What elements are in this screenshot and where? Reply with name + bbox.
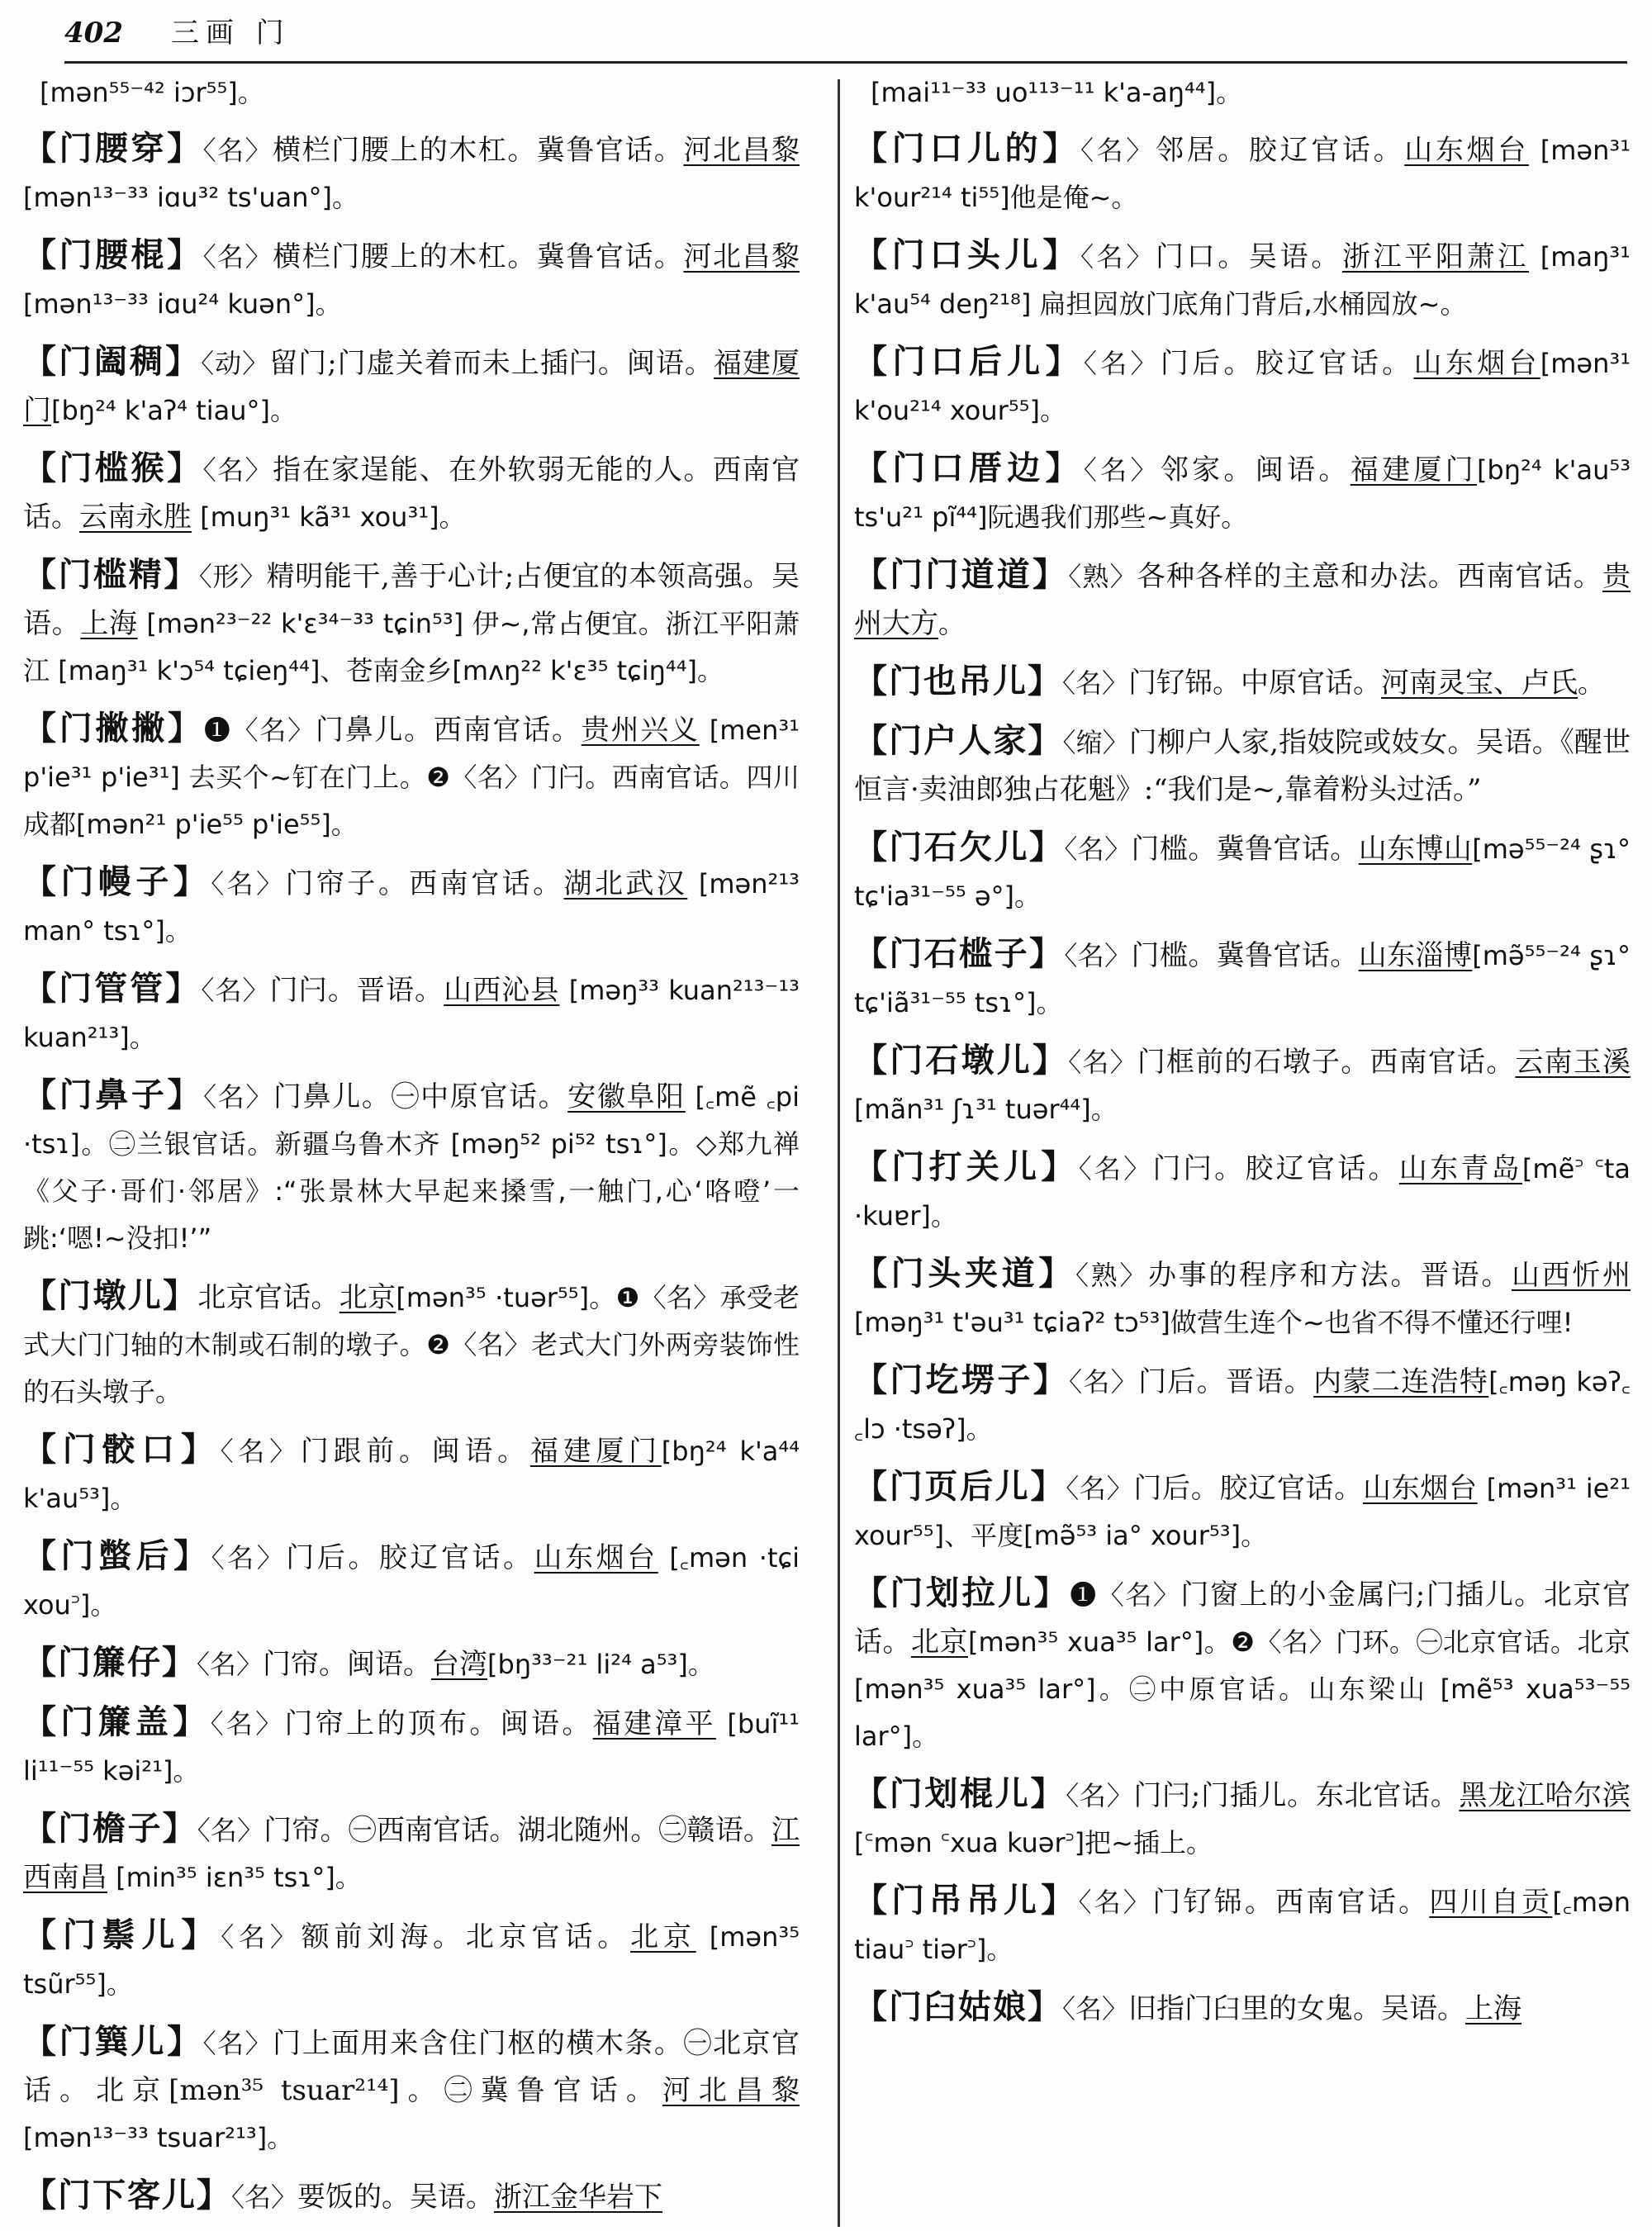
dictionary-entry [854,1143,1631,1240]
dialect-location: 江西南昌 [23,1814,800,1894]
definition: 门后。胶辽官话。 [1160,347,1414,380]
dialect-location: 福建厦门 [1350,453,1477,487]
dictionary-entry [854,231,1631,328]
definition: 门闩。胶辽官话。 [1152,1152,1399,1185]
pronunciation: [꜀mən ·tɕi xou꜄]。 [23,1542,800,1621]
definition: 门口。吴语。 [1155,240,1342,273]
definition: 要饭的。吴语。 [297,2181,495,2214]
part-of-speech: 〈名〉 [202,135,273,166]
headword: 【门打关儿】 [854,1147,1079,1186]
dialect-location: 河北昌黎 [683,240,800,273]
headword: 【门幔子】 [23,862,211,901]
dictionary-entry [23,965,800,1061]
dictionary-entry [854,338,1631,434]
dictionary-entry [854,930,1631,1027]
headword: 【门口后儿】 [854,342,1084,381]
dialect-location: 山西沁县 [444,974,560,1007]
definition: 横栏门腰上的木杠。冀鲁官话。 [273,134,684,167]
dictionary-entry [23,1698,800,1795]
part-of-speech: 〈名〉 [210,1708,285,1740]
headword: 【门圪塄子】 [854,1360,1070,1399]
part-of-speech: 〈名〉 [1078,1153,1153,1184]
headword: 【门管管】 [23,969,202,1008]
definition: 邻居。胶辽官话。 [1155,134,1405,167]
dialect-location: 北京 [630,1920,696,1953]
headword: 【门鼻子】 [23,1075,204,1114]
pronunciation: [꜀mẽ ꜀pi ·tsɿ]。㊁兰银官话。新疆乌鲁木齐 [məŋ⁵² pi⁵² tsɿ°]。◇郑九禅《父子·哥们·邻居》:“张景林大早起来搡雪,一触门,心‘咯噔’一跳:‘嗯!~没扣!’” [23,1081,800,1254]
dictionary-entry [23,551,800,695]
pronunciation: [mən³⁵ ·tuər⁵⁵]。❶〈名〉承受老式大门门轴的木制或石制的墩子。❷〈名〉老式大门外两旁装饰性的石头墩子。 [23,1282,800,1407]
pronunciation: [bŋ³³⁻²¹ li²⁴ a⁵³]。 [487,1649,714,1680]
pronunciation: [mə⁵⁵⁻²⁴ ʂɿ° tɕ'ia³¹⁻⁵⁵ ə°]。 [854,833,1631,912]
dialect-location: 贵州大方 [854,560,1631,640]
dictionary-entry [854,824,1631,920]
definition: 门钌铞。中原官话。 [1128,667,1382,700]
part-of-speech: 〈名〉 [1066,1780,1134,1811]
definition: 门帘。闽语。 [263,1648,432,1681]
dialect-location: 上海 [80,607,138,640]
definition: 旧指门臼里的女鬼。吴语。 [1128,1992,1466,2025]
pronunciation: [mən¹³⁻³³ iɑu³² ts'uan°]。 [23,182,358,213]
dialect-location: 山东烟台 [534,1541,658,1574]
dictionary-entry [854,1770,1631,1867]
dialect-location: 贵州兴义 [581,714,700,747]
pronunciation: [mən³⁵ tsũr⁵⁵]。 [23,1921,800,2000]
pronunciation: [mən²¹³ man° tsɿ°]。 [23,868,800,947]
headword: 【门簾盖】 [23,1702,211,1741]
dialect-location: 山东博山 [1358,833,1473,866]
part-of-speech: 〈名〉 [1066,1473,1134,1504]
dictionary-entry [854,1983,1631,2033]
part-of-speech: 〈名〉 [202,241,273,273]
dialect-location: 湖北武汉 [563,867,688,900]
continued-text [854,69,1631,116]
dictionary-entry [854,1356,1631,1453]
part-of-speech: 〈名〉 [231,2181,298,2213]
dialect-location: 北京 [339,1281,396,1314]
part-of-speech: 〈缩〉 [1062,727,1129,758]
headword: 【门石欠儿】 [854,828,1065,866]
dictionary-entry [23,338,800,434]
dialect-location: 河北昌黎 [662,2074,800,2107]
dialect-location: 安徽阜阳 [567,1080,686,1113]
dictionary-entry [23,1426,800,1522]
definition: 门后。胶辽官话。 [1133,1472,1363,1505]
right-column [854,69,1631,2043]
dictionary-entry [23,1911,800,2008]
part-of-speech: 〈名〉 [1062,667,1129,699]
headword: 【门页后儿】 [854,1467,1066,1506]
page-header [64,10,1617,68]
headword: 【门划棍儿】 [854,1774,1066,1813]
pronunciation: [bŋ²⁴ k'au⁵³ ts'u²¹ pĩ⁴⁴]阮遇我们那些~真好。 [854,454,1631,533]
part-of-speech: 〈名〉 [211,1542,287,1574]
headword: 【门臼姑娘】 [854,1987,1062,2026]
dictionary-entry [23,1272,800,1416]
dialect-location: 上海 [1465,1992,1522,2025]
headword: 【门石墩儿】 [854,1041,1069,1080]
part-of-speech: ❶〈名〉 [1070,1579,1181,1611]
part-of-speech: 〈名〉 [1068,1047,1137,1078]
headword: 【门下客儿】 [23,2176,231,2214]
dictionary-entry [854,717,1631,814]
definition: 各种各样的主意和办法。西南官话。 [1137,560,1603,593]
definition: 门闩。晋语。 [269,974,444,1007]
part-of-speech: 〈名〉 [203,1081,273,1113]
definition: 邻家。闽语。 [1160,453,1351,487]
continued-pronunciation: [mai¹¹⁻³³ uo¹¹³⁻¹¹ k'a-aŋ⁴⁴]。 [871,77,1243,108]
part-of-speech: 〈名〉 [211,868,286,900]
pronunciation: [men³¹ p'ie³¹ p'ie³¹] 去买个~钉在门上。❷〈名〉门闩。西南官话。四川成都[mən²¹ p'ie⁵⁵ p'ie⁵⁵]。 [23,714,800,840]
part-of-speech: 〈名〉 [202,2028,273,2059]
definition: 门帘。㊀西南官话。湖北随州。㊁赣语。 [263,1814,772,1847]
dialect-location: 山东烟台 [1413,347,1540,380]
dialect-location: 云南永胜 [79,501,192,534]
definition: 门柳户人家,指妓院或妓女。吴语。《醒世恒言·卖油郎独占花魁》:“我们是~,靠着粉头过活。” [854,726,1631,806]
part-of-speech: 〈形〉 [198,561,267,592]
definition: 门闩;门插儿。东北官话。 [1133,1779,1460,1812]
headword: 【门户人家】 [854,721,1063,760]
definition: 门窗上的小金属闩;门插儿。北京官话。 [854,1578,1631,1659]
dialect-location: 山东烟台 [1404,134,1529,167]
dictionary-entry [23,2172,800,2221]
dialect-location: 福建厦门 [23,347,800,427]
part-of-speech: 〈名〉 [1080,135,1156,166]
pronunciation: [mən³¹ k'our²¹⁴ ti⁵⁵]他是俺~。 [854,135,1631,213]
continued-pronunciation: [mən⁵⁵⁻⁴² iɔr⁵⁵]。 [40,77,264,108]
pronunciation: [mən¹³⁻³³ tsuar²¹³]。 [23,2122,294,2153]
dictionary-entry [854,444,1631,541]
part-of-speech: ❶〈名〉 [203,714,316,746]
part-of-speech: 〈名〉 [1069,1366,1139,1398]
dialect-location: 河北昌黎 [683,134,800,167]
headword: 【门槛猴】 [23,449,203,487]
dictionary-entry [854,125,1631,221]
pronunciation: [mãn³¹ ʃɿ³¹ tuər⁴⁴]。 [854,1094,1118,1125]
pronunciation: [mən³⁵ xua³⁵ lar°]。❷〈名〉门环。㊀北京官话。北京[mən³⁵ xua³⁵ lar°]。㊁中原官话。山东梁山 [mẽ⁵³ xua⁵³⁻⁵⁵ lar°]。 [854,1626,1631,1752]
dialect-location: 河南灵宝、卢氏 [1381,667,1578,700]
pronunciation: [məŋ³¹ t'əu³¹ tɕiaʔ² tɔ⁵³]做营生连个~也省不得不懂还行哩! [854,1307,1574,1338]
dialect-location: 福建厦门 [529,1435,662,1468]
dictionary-entry [854,1569,1631,1760]
dialect-location: 山东烟台 [1362,1472,1478,1505]
headword: 【门腰棍】 [23,235,203,274]
dialect-location: 云南玉溪 [1515,1046,1631,1079]
pronunciation: [buĩ¹¹ li¹¹⁻⁵⁵ kəi²¹]。 [23,1708,800,1787]
dialect-location: 台湾 [431,1648,488,1681]
pronunciation: 。 [938,608,966,639]
definition: 门上面用来含住门枢的横木条。㊀北京官话。北京[mən³⁵ tsuar²¹⁴]。㊁冀鲁官话。 [23,2027,800,2107]
pronunciation: [mən³¹ ie²¹ xour⁵⁵]、平度[mə̃⁵³ ia° xour⁵³]。 [854,1473,1631,1551]
dialect-location: 山东淄博 [1358,939,1473,972]
definition: 留门;门虚关着而未上插闩。闽语。 [269,347,714,380]
dictionary-entry [854,1463,1631,1559]
part-of-speech: 〈名〉 [1080,241,1156,273]
headword: 【门吊吊儿】 [854,1881,1079,1920]
dictionary-entry [23,1639,800,1688]
headword: 【门头夹道】 [854,1254,1075,1293]
dialect-location: 山西忻州 [1512,1259,1631,1292]
pronunciation: [mə̃⁵⁵⁻²⁴ ʂɿ° tɕ'iã³¹⁻⁵⁵ tsɿ°]。 [854,940,1631,1018]
part-of-speech: 〈名〉 [221,1921,301,1953]
pronunciation: 。 [1578,667,1605,699]
definition: 精明能干,善于心计;占便宜的本领高强。吴语。 [23,560,800,640]
definition: 门跟前。闽语。 [300,1435,530,1468]
part-of-speech: 〈名〉 [1064,940,1132,971]
part-of-speech: 〈名〉 [1078,1887,1153,1918]
dictionary-entry [23,2018,800,2162]
dictionary-entry [23,231,800,328]
running-head: 三画 门 [170,17,291,50]
dictionary-entry [23,1532,800,1629]
dictionary-entry [23,705,800,848]
definition: 门后。晋语。 [1138,1365,1314,1398]
dictionary-entry [854,1877,1631,1973]
pronunciation: [꜂mən ꜂xua kuər꜄]把~插上。 [854,1827,1213,1858]
dialect-location: 山东青岛 [1398,1152,1522,1185]
definition: 门鼻儿。㊀中原官话。 [273,1080,568,1113]
headword: 【门也吊儿】 [854,662,1062,700]
dictionary-entry [854,657,1631,707]
definition: 门槛。冀鲁官话。 [1131,833,1359,866]
dialect-location: 四川自贡 [1429,1886,1553,1919]
headword: 【门撇撇】 [23,709,204,748]
pronunciation: [mən³¹ k'ou²¹⁴ xour⁵⁵]。 [854,348,1631,426]
part-of-speech: 〈名〉 [197,1815,264,1846]
left-column [23,69,800,2231]
dictionary-entry [23,1805,800,1901]
definition: 门帘子。西南官话。 [285,867,564,900]
part-of-speech: 〈动〉 [201,348,270,379]
pronunciation: [꜀mən tiau꜄ tiər꜄]。 [854,1887,1631,1965]
dictionary-entry [23,858,800,955]
part-of-speech: 〈名〉 [202,454,273,486]
pronunciation: [min³⁵ iɛn³⁵ tsɿ°]。 [107,1862,362,1893]
headword: 【门口儿的】 [854,129,1080,168]
headword: 【门骹口】 [23,1430,221,1469]
dictionary-entry [854,551,1631,648]
definition: 门鼻儿。西南官话。 [315,714,582,747]
column-divider [838,79,840,2227]
part-of-speech: 〈名〉 [197,1649,263,1680]
part-of-speech: 〈名〉 [220,1436,301,1467]
headword: 【门口头儿】 [854,235,1080,274]
definition: 门框前的石墩子。西南官话。 [1137,1046,1516,1079]
dialect-location: 福建漳平 [592,1707,716,1740]
pronunciation: [məŋ³³ kuan²¹³⁻¹³ kuan²¹³]。 [23,975,800,1053]
headword: 【门蟞后】 [23,1536,211,1575]
headword: 【门门道道】 [854,555,1069,594]
part-of-speech: 〈熟〉 [1075,1260,1148,1291]
part-of-speech: 〈熟〉 [1068,561,1137,592]
pronunciation: [muŋ³¹ kã³¹ xou³¹]。 [192,501,466,533]
headword: 【门划拉儿】 [854,1574,1070,1612]
header-rule [64,61,1627,64]
dialect-location: 内蒙二连浩特 [1313,1365,1489,1398]
headword: 【门簾仔】 [23,1643,197,1682]
headword: 【门口厝边】 [854,449,1084,487]
dialect-location: 浙江金华岩下 [494,2181,663,2214]
dictionary-entry [854,1250,1631,1346]
headword: 【门腰穿】 [23,129,203,168]
definition: 北京官话。 [197,1281,339,1314]
definition: 门槛。冀鲁官话。 [1131,939,1359,972]
pronunciation: [bŋ²⁴ k'a⁴⁴ k'au⁵³]。 [23,1436,800,1514]
dictionary-entry [23,444,800,541]
headword: 【门簨儿】 [23,2022,203,2061]
definition: 额前刘海。北京官话。 [301,1920,631,1953]
pronunciation: [maŋ³¹ k'au⁵⁴ deŋ²¹⁸] 扁担囥放门底角门背后,水桶囥放~。 [854,241,1631,320]
pronunciation: [꜀məŋ kəʔ꜀ ꜀lɔ ·tsəʔ]。 [854,1366,1631,1445]
definition: 门钌铞。西南官话。 [1152,1886,1430,1919]
dictionary-entry [23,125,800,221]
dialect-location: 黑龙江哈尔滨 [1459,1779,1631,1812]
page-number: 402 [64,17,123,50]
definition: 办事的程序和方法。晋语。 [1148,1259,1512,1292]
pronunciation: [mẽ꜄ ꜂ta ·kuɐr]。 [854,1153,1631,1232]
continued-text [23,69,800,116]
headword: 【门鬃儿】 [23,1915,221,1954]
definition: 横栏门腰上的木杠。冀鲁官话。 [273,240,684,273]
part-of-speech: 〈名〉 [1083,454,1161,486]
dictionary-entry [854,1037,1631,1133]
definition: 门后。胶辽官话。 [286,1541,534,1574]
part-of-speech: 〈名〉 [1064,833,1132,865]
dialect-location: 浙江平阳萧江 [1341,240,1529,273]
definition: 指在家逞能、在外软弱无能的人。西南官话。 [23,453,800,534]
headword: 【门石槛子】 [854,934,1065,973]
headword: 【门檐子】 [23,1809,197,1848]
definition: 门帘上的顶布。闽语。 [284,1707,593,1740]
part-of-speech: 〈名〉 [1062,1993,1129,2025]
part-of-speech: 〈名〉 [1083,348,1161,379]
pronunciation: [mən¹³⁻³³ iɑu²⁴ kuən°]。 [23,288,342,320]
pronunciation: [bŋ²⁴ k'aʔ⁴ tiau°]。 [51,395,297,426]
headword: 【门阖稠】 [23,342,202,381]
headword: 【门槛精】 [23,555,199,594]
dictionary-entry [23,1071,800,1262]
pronunciation: [mən²³⁻²² k'ɛ³⁴⁻³³ tɕin⁵³] 伊~,常占便宜。浙江平阳萧江 [maŋ³¹ k'ɔ⁵⁴ tɕieŋ⁴⁴]、苍南金乡[mʌŋ²² k'ɛ³⁵ tɕiŋ⁴⁴]。 [23,608,800,686]
headword: 【门墩儿】 [23,1276,198,1315]
part-of-speech: 〈名〉 [201,975,270,1006]
dialect-location: 北京 [911,1626,969,1659]
